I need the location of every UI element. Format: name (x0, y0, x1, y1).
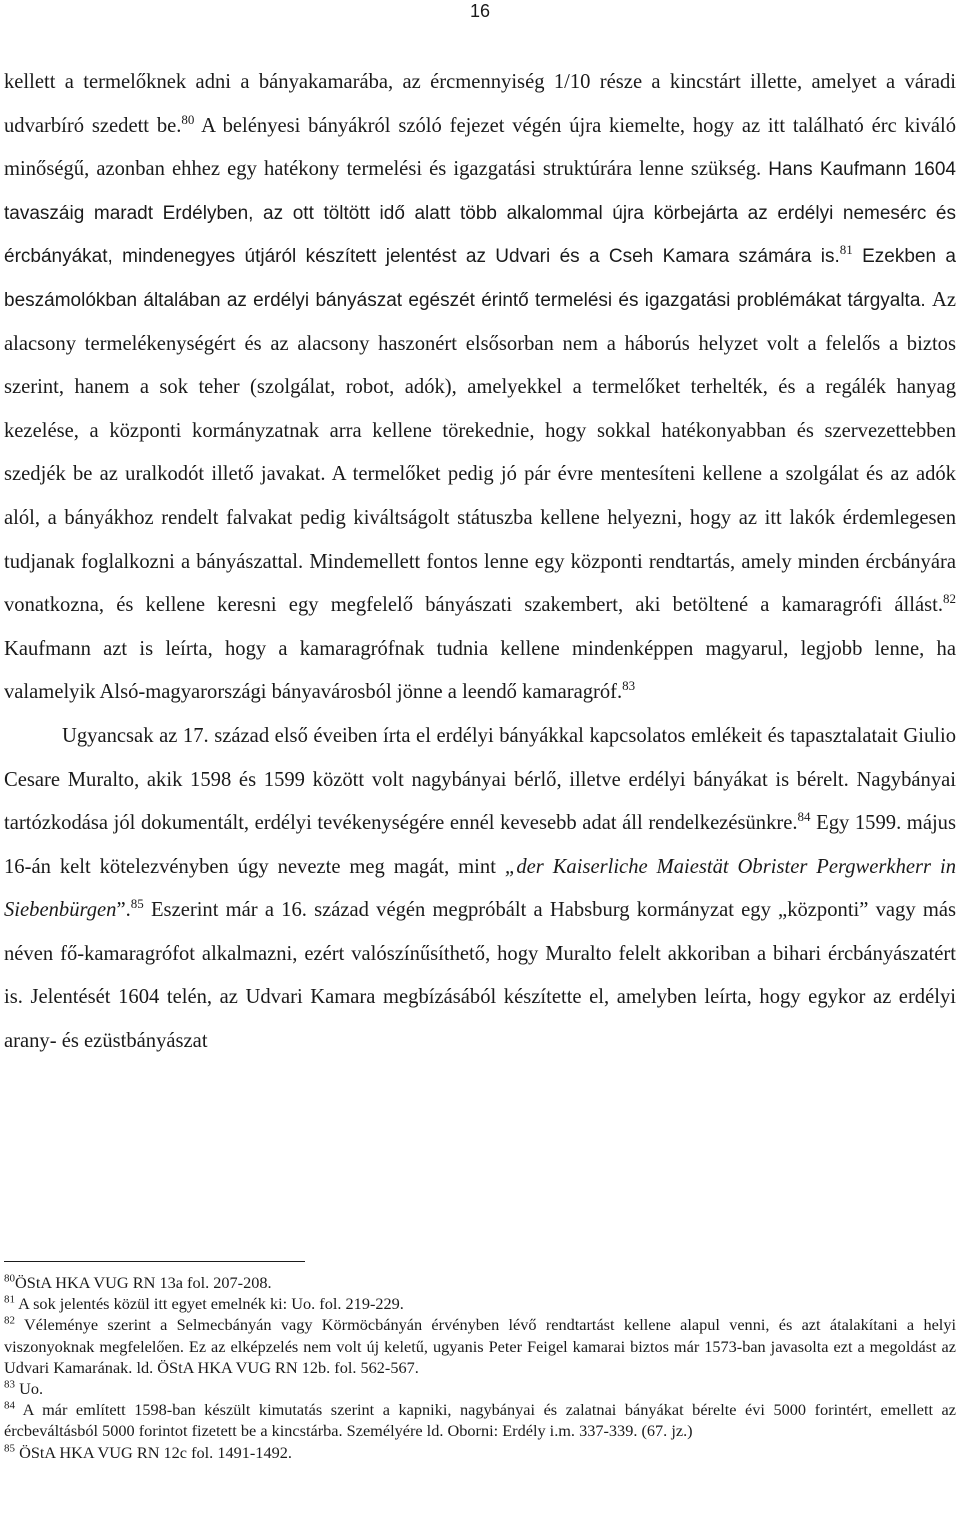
footnote-number: 85 (4, 1442, 15, 1455)
quoted-title: „der Kaiserliche Maiestät Obrister Pergwerkherr in Siebenbürgen (4, 855, 956, 922)
text-span: Az alacsony termelékenységért és az alacsony haszonért elsősorban nem a háborús helyzet volt a felelős a biztos szerint, hanem a sok teher (szolgálat, robot, adók), amelyekkel a termelőket terhelték, és a regálék hanyag kezelése, a központi kormányzatnak arra kellene törekednie, hogy sokkal hatékonyabban és szervezettebben szedjék be az uralkodót illető javakat. (4, 288, 956, 486)
footnote-85 (4, 1442, 956, 1463)
text-span: Kaufmann azt is leírta, hogy a kamaragrófnak tudnia kellene mindenképpen magyarul, legjobb lenne, ha valamelyik Alsó-magyarországi bányavárosból jönne a leendő kamaragróf. (4, 637, 956, 704)
footnote-83 (4, 1378, 956, 1399)
text-span: ”. (116, 899, 131, 922)
footnote-81 (4, 1293, 956, 1314)
text-span-sans: Ezekben a beszámolókban általában az erdélyi bányászat egészét érintő termelési és igazgatási problémákat tárgyalta. (4, 246, 956, 311)
footnote-number: 83 (4, 1378, 15, 1391)
page-number: 16 (469, 1, 491, 21)
footnote-82 (4, 1314, 956, 1378)
text-span: Egy 1599. május 16-án kelt kötelezvényben úgy nevezte meg magát, mint (4, 812, 956, 878)
footnotes (4, 1272, 956, 1463)
footnote-ref-85[interactable]: 85 (130, 896, 144, 912)
footnote-84 (4, 1399, 956, 1441)
footnote-number: 81 (4, 1293, 15, 1306)
footnote-ref-84[interactable]: 84 (797, 809, 811, 825)
text-span: Eszerint már a 16. század végén megpróbált a Habsburg kormányzat egy „központi” vagy más néven fő-kamaragrófot alkalmazni, ezért valószínűsíthető, hogy Muralto felelt akkoriban a bihari ércbányászatért is. Jelentését 1604 telén, az Udvari Kamara megbízásából készítette el, amelyben leírta, hogy egykor az erdélyi arany- és ezüstbányászat (4, 899, 956, 1053)
footnote-text: Véleménye szerint a Selmecbányán vagy Körmöcbányán érvényben lévő rendtartást kellene alapul venni, és azt átalakítani a helyi viszonyoknak megfelelően. Ez az elképzelés nem volt új keletű, ugyanis Peter Feigel kamarai biztos már 1573-ban javasolta ezt a megoldást az Udvari Kamarának. ld. ÖStA HKA VUG RN 12b. fol. 562-567. (4, 1315, 956, 1377)
footnote-80 (4, 1272, 956, 1293)
text-span: Ugyancsak az 17. század első éveiben írta el erdélyi bányákkal kapcsolatos emlékeit és tapasztalatait Giulio Cesare Muralto, akik 1598 és 1599 között volt nagybányai bérlő, illetve erdélyi bányákat is bérelt. Nagybányai tartózkodása jól dokumentált, erdélyi tevékenységére ennél kevesebb adat áll rendelkezésünkre. (4, 724, 956, 835)
footnote-ref-82[interactable]: 82 (943, 591, 956, 607)
footnote-number: 80 (4, 1272, 15, 1285)
footnote-ref-83[interactable]: 83 (622, 678, 636, 694)
footnote-divider (4, 1261, 305, 1262)
footnote-number: 82 (4, 1314, 15, 1327)
body-text (4, 61, 956, 1064)
paragraph-1 (4, 61, 956, 715)
text-span: A termelőket pedig jó pár évre mentesíteni kellene a szolgálat és az adók alól, a bányákhoz rendelt falvakat pedig kiváltságolt státuszba kellene helyezni, hogy az itt lakók érdemlegesen tudjanak foglalkozni a bányászattal. Mindemellett fontos lenne egy központi rendtartás, amely minden ércbányára vonatkozna, és kellene keresni egy megfelelő bányászati szakembert, aki betöltené a kamaragrófi állást. (4, 463, 956, 617)
footnote-text: Uo. (15, 1379, 44, 1399)
footnote-ref-80[interactable]: 80 (181, 111, 195, 127)
footnote-number: 84 (4, 1399, 15, 1412)
text-span-sans: Hans Kaufmann 1604 tavaszáig maradt Erdélyben, az ott töltött idő alatt több alkalommal újra körbejárta az erdélyi nemesérc és ércbányákat, mindenegyes útjáról készített jelentést az Udvari és a Cseh Kamara számára is. (4, 159, 956, 268)
footnote-text: ÖStA HKA VUG RN 12c fol. 1491-1492. (15, 1442, 292, 1462)
footnote-text: A már említett 1598-ban készült kimutatás szerint a kapniki, nagybányai és zalatnai bányákat bérelte évi 5000 forintért, emellett az ércbeváltásból 5000 forintot fizetett be a kincstárba. Személyére ld. Oborni: Erdély i.m. 337-339. (67. jz.) (4, 1400, 956, 1441)
footnote-text: ÖStA HKA VUG RN 13a fol. 207-208. (15, 1273, 272, 1292)
text-span: kellett a termelőknek adni a bányakamarába, az ércmennyiség 1/10 része a kincstárt illette, amelyet a váradi udvarbíró szedett be. (4, 71, 956, 137)
footnote-ref-81[interactable]: 81 (839, 242, 853, 258)
text-span: A belényesi bányákról szóló fejezet végén újra kiemelte, hogy az itt található érc kiváló minőségű, azonban ehhez egy hatékony termelési és igazgatási struktúrára lenne szükség. (4, 114, 956, 181)
paragraph-2 (4, 715, 956, 1064)
footnote-text: A sok jelentés közül itt egyet emelnék ki: Uo. fol. 219-229. (15, 1294, 404, 1314)
